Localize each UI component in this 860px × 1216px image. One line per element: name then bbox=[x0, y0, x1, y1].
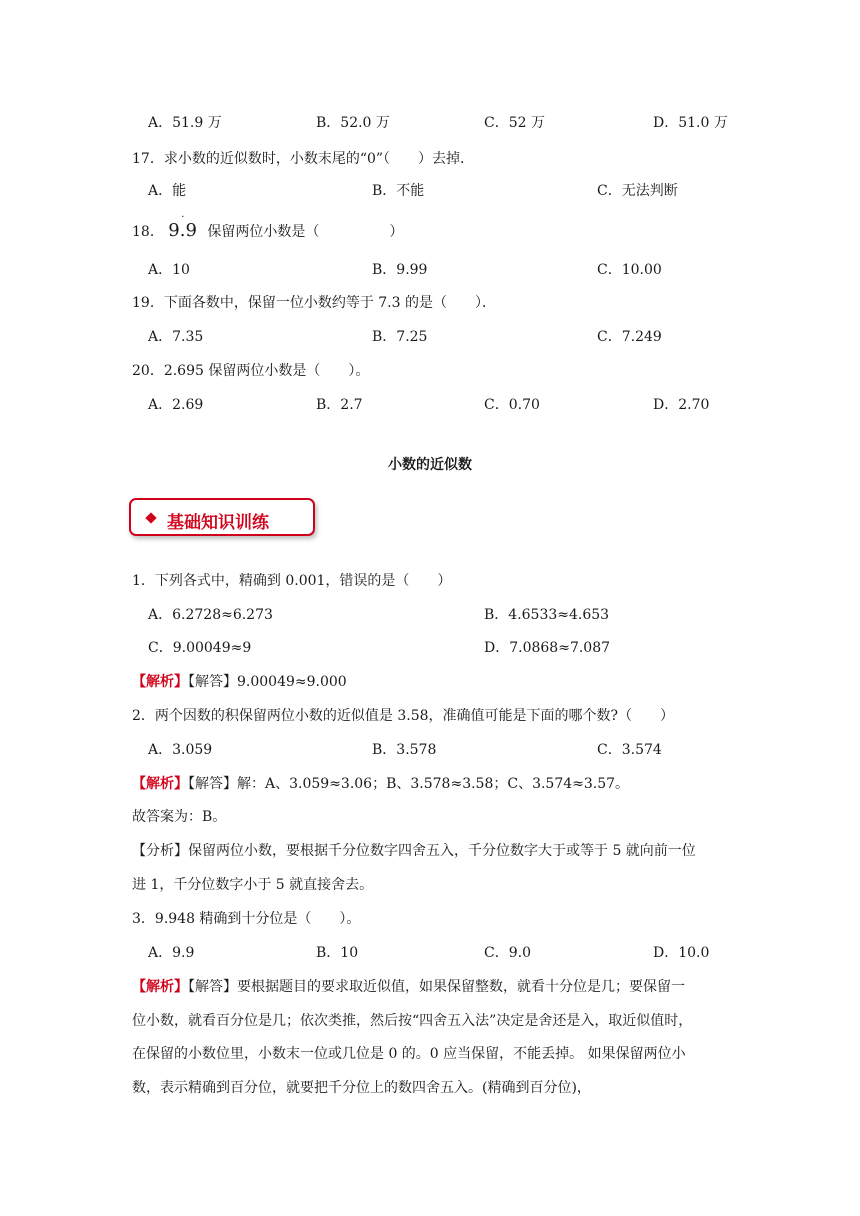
p3-answer-line-4: 数，表示精确到百分位，就要把千分位上的数四舍五入。(精确到百分位)， bbox=[132, 1080, 591, 1096]
section-badge-label: 基础知识训练 bbox=[167, 513, 269, 533]
p2-analysis-line-1: 【分析】保留两位小数，要根据千分位数字四舍五入，千分位数字大于或等于 5 就向前一位 bbox=[132, 843, 696, 859]
option-b: B．52.0 万 bbox=[316, 115, 390, 131]
q19-option-a: A．7.35 bbox=[148, 329, 204, 345]
jiexi-label: 【解析】 bbox=[132, 776, 188, 792]
p3-answer-line-2: 位小数，就看百分位是几；依次类推，然后按“四舍五入法”决定是舍还是入，取近似值时， bbox=[132, 1013, 693, 1029]
p2-option-b: B．3.578 bbox=[372, 742, 437, 758]
problem-1: 1．下列各式中，精确到 0.001，错误的是（ ） bbox=[132, 573, 452, 589]
p3-option-b: B．10 bbox=[316, 945, 359, 961]
question-number: 18． bbox=[132, 224, 164, 240]
p2-analysis-line-2: 进 1，千分位数字小于 5 就直接舍去。 bbox=[132, 877, 374, 893]
q18-option-c: C．10.00 bbox=[597, 262, 662, 278]
q20-option-d: D．2.70 bbox=[653, 397, 710, 413]
q20-option-c: C．0.70 bbox=[484, 397, 540, 413]
q18-option-b: B．9.99 bbox=[372, 262, 428, 278]
p3-option-a: A．9.9 bbox=[148, 945, 195, 961]
answer-text: 【解答】要根据题目的要求取近似值，如果保留整数，就看十分位是几；要保留一 bbox=[188, 979, 685, 995]
p1-option-d: D．7.0868≈7.087 bbox=[484, 640, 611, 656]
q17-option-b: B．不能 bbox=[372, 183, 425, 199]
p1-option-a: A．6.2728≈6.273 bbox=[148, 607, 273, 623]
p2-option-c: C．3.574 bbox=[597, 742, 662, 758]
repeat-dot-icon: · bbox=[181, 212, 185, 223]
option-c: C．52 万 bbox=[484, 115, 545, 131]
answer-text: 【解答】9.00049≈9.000 bbox=[188, 674, 347, 690]
p1-answer bbox=[132, 671, 347, 691]
p3-option-c: C．9.0 bbox=[484, 945, 531, 961]
section-title: 小数的近似数 bbox=[388, 457, 472, 473]
q18-option-a: A．10 bbox=[148, 262, 190, 278]
option-d: D．51.0 万 bbox=[653, 115, 728, 131]
diamond-icon bbox=[145, 512, 156, 523]
jiexi-label: 【解析】 bbox=[132, 979, 188, 995]
jiexi-label: 【解析】 bbox=[132, 674, 188, 690]
problem-2: 2．两个因数的积保留两位小数的近似值是 3.58，准确值可能是下面的哪个数?（ ） bbox=[132, 708, 675, 724]
question-text: 保留两位小数是（ ） bbox=[207, 224, 404, 240]
p3-answer-line-3: 在保留的小数位里，小数末一位或几位是 0 的。0 应当保留，不能丢掉。 如果保留两位小 bbox=[132, 1046, 686, 1062]
q20-option-b: B．2.7 bbox=[316, 397, 363, 413]
p2-conclusion: 故答案为：B。 bbox=[132, 809, 227, 825]
p2-answer bbox=[132, 773, 629, 793]
problem-3: 3．9.948 精确到十分位是（ ）。 bbox=[132, 911, 361, 927]
question-17: 17．求小数的近似数时，小数末尾的“0”（ ）去掉． bbox=[132, 151, 475, 167]
q19-option-c: C．7.249 bbox=[597, 329, 662, 345]
q17-option-c: C．无法判断 bbox=[597, 183, 678, 199]
q19-option-b: B．7.25 bbox=[372, 329, 428, 345]
q20-option-a: A．2.69 bbox=[148, 397, 204, 413]
option-a: A．51.9 万 bbox=[148, 115, 222, 131]
q17-option-a: A．能 bbox=[148, 183, 187, 199]
question-19: 19．下面各数中，保留一位小数约等于 7.3 的是（ ）． bbox=[132, 295, 496, 311]
question-20: 20．2.695 保留两位小数是（ ）。 bbox=[132, 363, 370, 379]
repeating-decimal bbox=[168, 212, 197, 241]
answer-text: 【解答】解：A、3.059≈3.06；B、3.578≈3.58；C、3.574≈3.57。 bbox=[188, 776, 630, 792]
question-18 bbox=[132, 212, 404, 241]
section-badge bbox=[129, 498, 315, 536]
p1-option-b: B．4.6533≈4.653 bbox=[484, 607, 610, 623]
p3-answer-line-1 bbox=[132, 976, 685, 996]
p2-option-a: A．3.059 bbox=[148, 742, 213, 758]
p3-option-d: D．10.0 bbox=[653, 945, 710, 961]
p1-option-c: C．9.00049≈9 bbox=[148, 640, 252, 656]
repeating-decimal-value: 9.9 bbox=[168, 220, 197, 241]
